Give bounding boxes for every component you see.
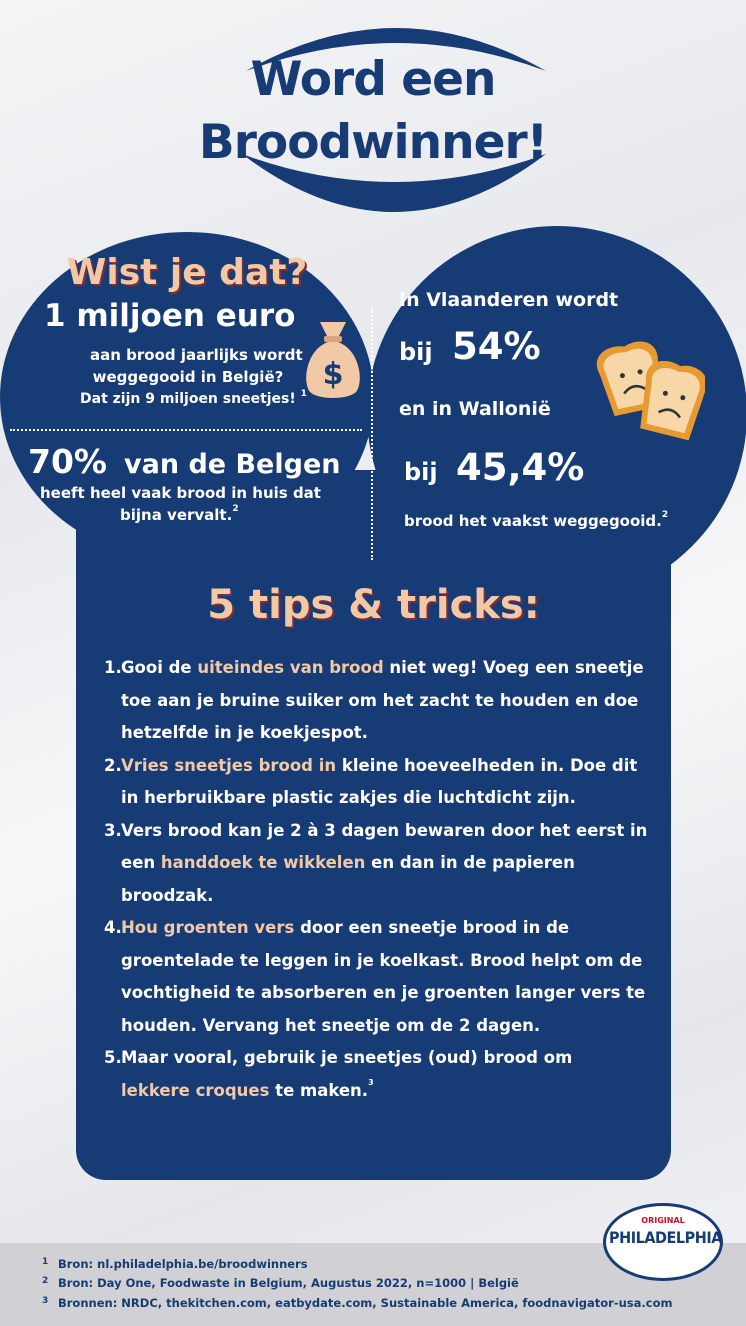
- list-item: 1. Gooi de uiteindes van brood niet weg! Voeg een sneetje toe aan je bruine suiker om het zacht te houden en doe hetzelfde in je koekjespot.: [104, 652, 664, 750]
- stat-thrown-away-text: brood het vaakst weggegooid.$^2$: [404, 510, 669, 530]
- svg-text:$: $: [322, 357, 344, 392]
- stat-54-percent: 54%: [452, 325, 541, 368]
- footnote-ref: 1: [300, 389, 307, 399]
- money-bag-icon: [300, 316, 366, 400]
- tip-highlight: uiteindes van brood: [197, 658, 384, 677]
- list-item: 5. Maar vooral, gebruik je sneetjes (oud) brood om lekkere croques te maken.$^3$: [104, 1042, 664, 1107]
- stat-70-percent: 70%: [28, 442, 107, 481]
- footnote-2: 2 Bron: Day One, Foodwaste in Belgium, Augustus 2022, n=1000 | België: [42, 1276, 519, 1290]
- did-you-know-heading: Wist je dat?: [66, 252, 308, 293]
- tip-highlight: Hou groenten vers: [121, 918, 295, 937]
- tip-number: 3.: [104, 820, 122, 840]
- logo-brand-name: PHILADELPHIA: [609, 1228, 722, 1247]
- footnote-1: 1 Bron: nl.philadelphia.be/broodwinners: [42, 1257, 308, 1271]
- tip-number: 4.: [104, 918, 122, 937]
- tip-number: 5.: [104, 1048, 122, 1067]
- title-arc-bottom: [238, 150, 550, 230]
- philadelphia-logo: [603, 1203, 723, 1281]
- stat-text-3: Dat zijn 9 miljoen sneetjes! $^1$: [80, 389, 307, 407]
- stat-text-5: bijna vervalt.$^2$: [120, 504, 239, 524]
- divider-vertical: [371, 308, 373, 560]
- region-wallonia-label: en in Wallonië: [399, 398, 551, 420]
- tips-title: 5 tips & tricks:: [207, 582, 540, 628]
- divider-horizontal: [10, 429, 362, 431]
- stat-text-2: weggegooid in België?: [92, 368, 284, 386]
- tip-highlight: handdoek te wikkelen: [160, 853, 366, 872]
- tip-highlight: Vries sneetjes brood in: [121, 755, 337, 775]
- footnote-ref: 3: [368, 1077, 374, 1087]
- footnote-ref: 2: [661, 510, 669, 520]
- bij-label-1: bij: [399, 338, 433, 366]
- footnote-ref: 2: [232, 504, 239, 514]
- tips-list: [104, 652, 664, 1107]
- stat-text-1: aan brood jaarlijks wordt: [90, 346, 303, 364]
- list-item: 3. Vers brood kan je 2 à 3 dagen bewaren door het eerst in een handdoek te wikkelen en dan in de papieren broodzak.: [104, 815, 664, 913]
- page-title-line-1: Word een: [250, 52, 496, 107]
- logo-original-text: ORIGINAL: [641, 1216, 685, 1225]
- page-title-line-2: Broodwinner!: [198, 115, 548, 170]
- stat-45-percent: 45,4%: [456, 446, 585, 489]
- stat-text-4: heeft heel vaak brood in huis dat: [40, 484, 321, 502]
- tip-highlight: lekkere croques: [121, 1080, 270, 1100]
- list-item: 4. Hou groenten vers door een sneetje brood in de groentelade te leggen in je koelkast. Brood helpt om de vochtigheid te absorberen en je groenten langer vers te houden. Vervang het sneetje om de 2 dagen.: [104, 912, 664, 1042]
- tip-number: 1.: [104, 658, 122, 677]
- stat-belgians-label: van de Belgen: [124, 449, 341, 480]
- stat-million-euro: 1 miljoen euro: [44, 298, 296, 334]
- footnote-3: 3 Bronnen: NRDC, thekitchen.com, eatbydate.com, Sustainable America, foodnavigator-usa.com: [42, 1296, 673, 1310]
- tip-number: 2.: [104, 755, 122, 775]
- list-item: 2. Vries sneetjes brood in kleine hoeveelheden in. Doe dit in herbruikbare plastic zakjes die luchtdicht zijn.: [104, 750, 664, 815]
- bij-label-2: bij: [404, 458, 438, 486]
- region-flanders-label: In Vlaanderen wordt: [399, 289, 619, 311]
- sad-bread-icon: [595, 337, 705, 449]
